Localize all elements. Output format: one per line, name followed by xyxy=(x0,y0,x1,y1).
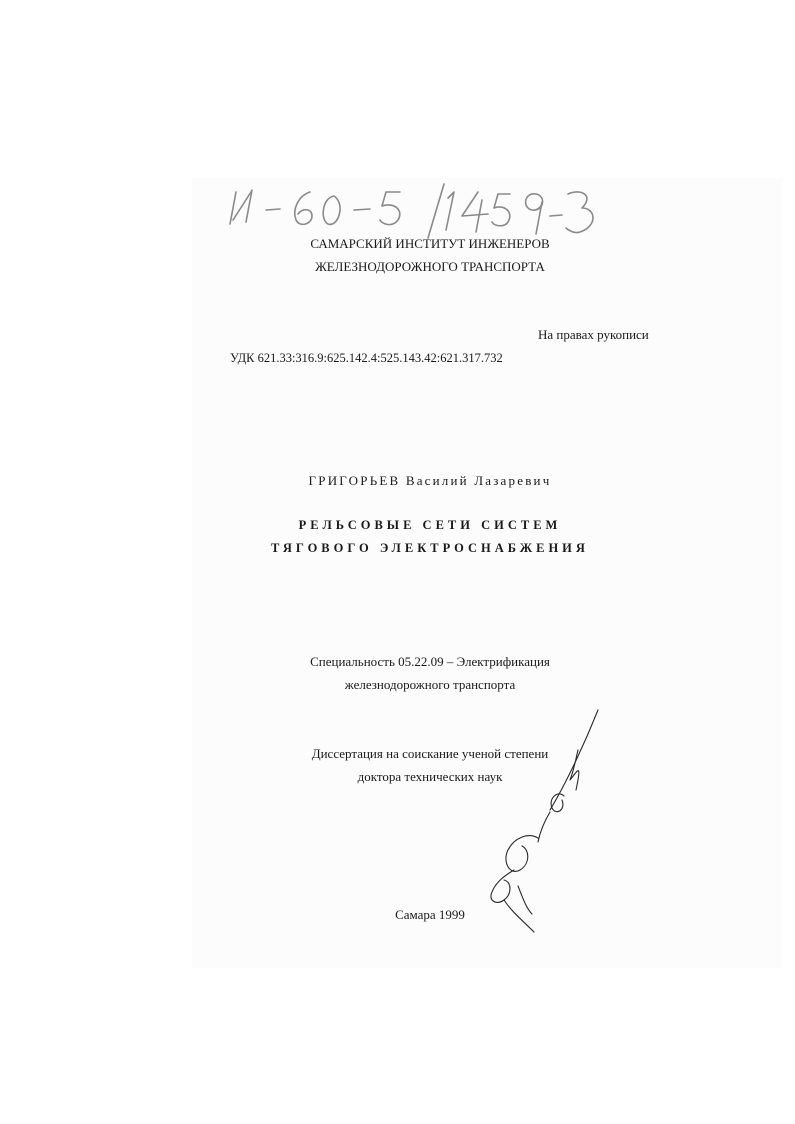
thesis-title-line-1: РЕЛЬСОВЫЕ СЕТИ СИСТЕМ xyxy=(298,518,562,532)
specialty-line-2: железнодорожного транспорта xyxy=(344,677,516,692)
place-year: Самара 1999 xyxy=(395,907,465,922)
degree-line-1: Диссертация на соискание ученой степени xyxy=(311,746,549,761)
thesis-title-line-2: ТЯГОВОГО ЭЛЕКТРОСНАБЖЕНИЯ xyxy=(271,541,589,555)
signature xyxy=(478,700,618,940)
specialty-line-1: Специальность 05.22.09 – Электрификация xyxy=(310,654,550,669)
degree-line-2: доктора технических наук xyxy=(357,769,503,784)
manuscript-note: На правах рукописи xyxy=(538,327,649,342)
institution-line-2: ЖЕЛЕЗНОДОРОЖНОГО ТРАНСПОРТА xyxy=(315,259,545,274)
institution-line-1: САМАРСКИЙ ИНСТИТУТ ИНЖЕНЕРОВ xyxy=(310,236,550,251)
udc-code: УДК 621.33:316.9:625.142.4:525.143.42:621.317.732 xyxy=(230,351,503,365)
author-name: ГРИГОРЬЕВ Василий Лазаревич xyxy=(308,473,552,488)
